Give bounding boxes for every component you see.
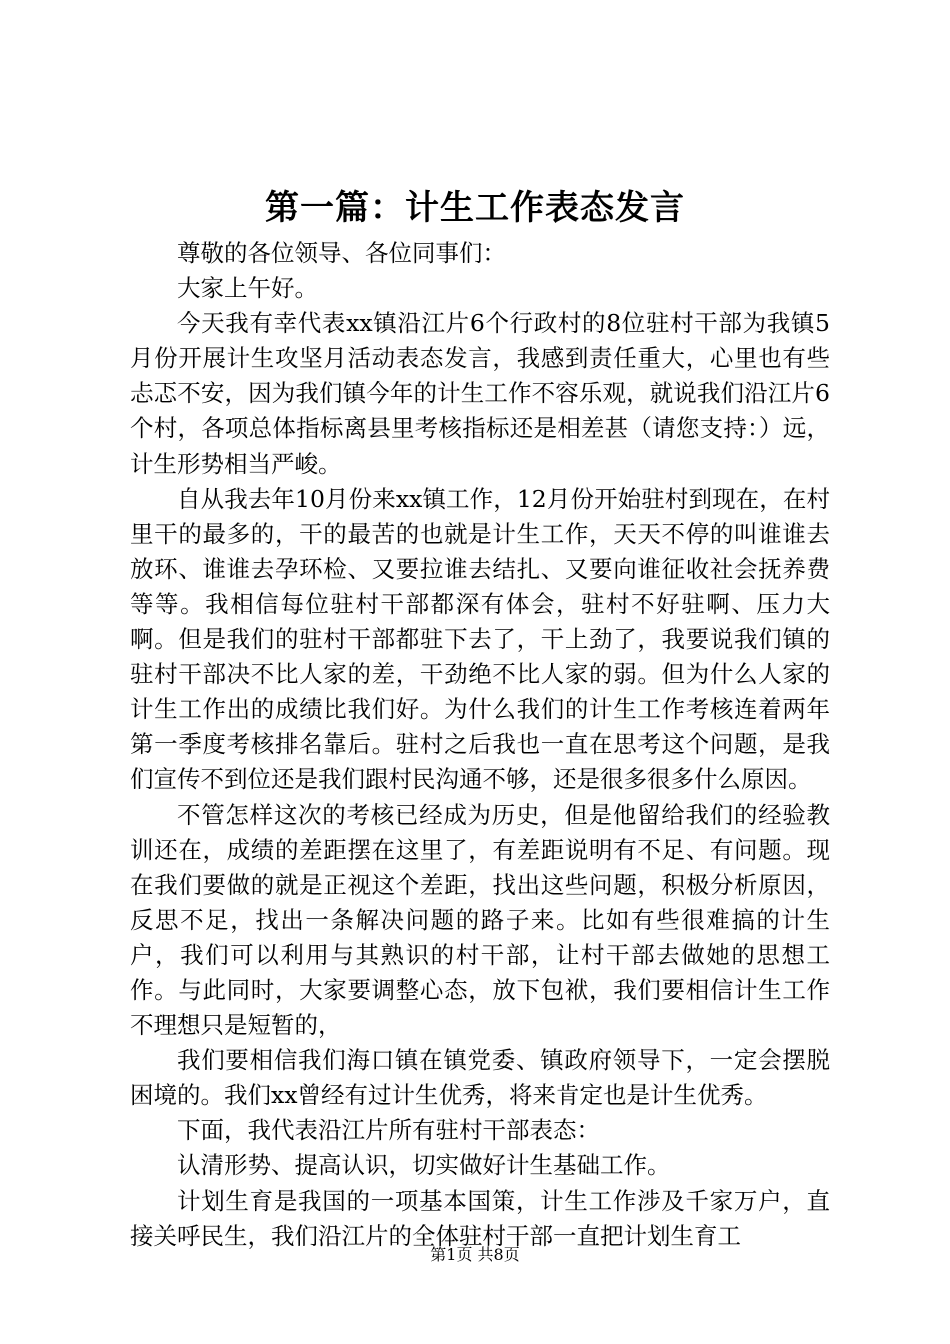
document-body <box>130 236 830 1254</box>
paragraph: 今天我有幸代表xx镇沿江片6个行政村的8位驻村干部为我镇5月份开展计生攻坚月活动表态发言，我感到责任重大，心里也有些忐忑不安，因为我们镇今年的计生工作不容乐观，就说我们沿江片6个村，各项总体指标离县里考核指标还是相差甚（请您支持：）远，计生形势相当严峻。 <box>130 309 830 478</box>
paragraph: 我们要相信我们海口镇在镇党委、镇政府领导下，一定会摆脱困境的。我们xx曾经有过计生优秀，将来肯定也是计生优秀。 <box>130 1046 830 1110</box>
document-title: 第一篇：计生工作表态发言 <box>265 188 685 228</box>
paragraph-greeting: 大家上午好。 <box>177 274 318 303</box>
paragraph: 计划生育是我国的一项基本国策，计生工作涉及千家万户，直接关呼民生，我们沿江片的全体驻村干部一直把计划生育工 <box>130 1186 830 1250</box>
page-footer: 第1页 共8页 <box>430 1245 520 1264</box>
paragraph: 认清形势、提高认识，切实做好计生基础工作。 <box>177 1151 671 1180</box>
paragraph: 自从我去年10月份来xx镇工作，12月份开始驻村到现在，在村里干的最多的，干的最苦的也就是计生工作，天天不停的叫谁谁去放环、谁谁去孕环检、又要拉谁去结扎、又要向谁征收社会抚养费等等。我相信每位驻村干部都深有体会，驻村不好驻啊、压力大啊。但是我们的驻村干部都驻下去了，干上劲了，我要说我们镇的驻村干部决不比人家的差，干劲绝不比人家的弱。但为什么人家的计生工作出的成绩比我们好。为什么我们的计生工作考核连着两年第一季度考核排名靠后。驻村之后我也一直在思考这个问题，是我们宣传不到位还是我们跟村民沟通不够，还是很多很多什么原因。 <box>130 484 830 794</box>
paragraph: 下面，我代表沿江片所有驻村干部表态： <box>177 1116 600 1145</box>
paragraph-salutation: 尊敬的各位领导、各位同事们： <box>177 239 506 267</box>
paragraph: 不管怎样这次的考核已经成为历史，但是他留给我们的经验教训还在，成绩的差距摆在这里了，有差距说明有不足、有问题。现在我们要做的就是正视这个差距，找出这些问题，积极分析原因，反思不足，找出一条解决问题的路子来。比如有些很难搞的计生户，我们可以利用与其熟识的村干部，让村干部去做她的思想工作。与此同时，大家要调整心态，放下包袱，我们要相信计生工作不理想只是短暂的， <box>130 800 830 1040</box>
